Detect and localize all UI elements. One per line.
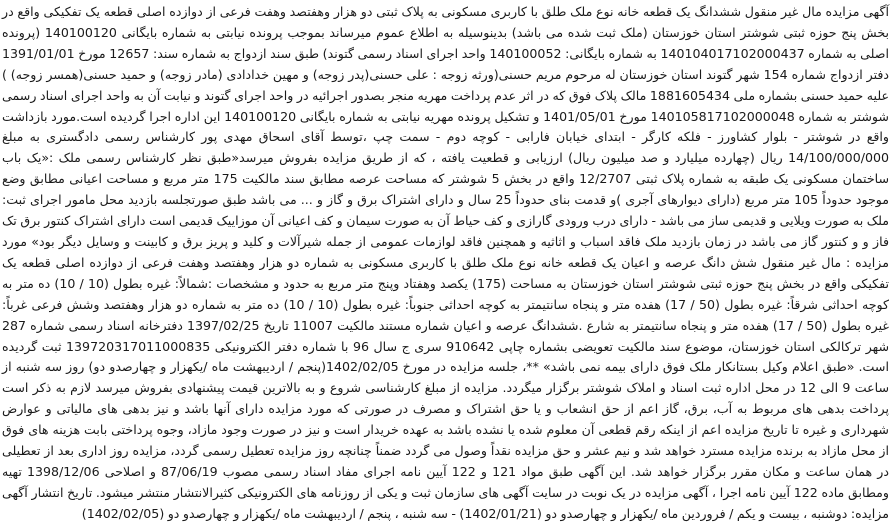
- auction-notice-text: آگهی مزایده مال غیر منقول ششدانگ یک قطعه خانه نوع ملک طلق با کاربری مسکونی به پلاک ثبتی دو هزار وهفتصد وهفت فرعی از دوازده اصلی قطعه یک تفکیکی واقع در بخش پنج حوزه ثبتی شوشتر استان خوزستان (ملک ثبت شده می باشد) بدینوسیله به اطلاع عموم میرساند بموجب پرونده نیابتی به شماره بایگانی 140100120 (پرونده اصلی به شماره 140104017102000437 به شماره بایگانی: 140100052 واحد اجرای اسناد رسمی گتوند) طبق سند ازدواج به شماره سند: 12657 مورخ 1391/01/01 دفتر ازدواج شماره 154 شهر گتوند استان خوزستان له مرحوم مریم حسنی(ورثه زوجه : علی حسنی(پدر زوجه) و مهین خدادادی (مادر زوجه) و حمید حسنی(همسر زوجه) ) علیه حمید حسنی بشماره ملی 1881605434 مالک پلاک فوق که در اثر عدم پرداخت مهریه منجر بصدور اجرائیه در واحد اجرای گتوند و نیابت آن به واحد اجرای اسناد رسمی شوشتر به شماره 140105817102000048 مورخ 1401/05/01 و تشکیل پرونده مهریه نیابتی به شماره بایگانی 140100120 این اداره اجرا گردیده است.مورد بازداشت واقع در شوشتر - بلوار کشاورز - فلکه کارگر - ابتدای خیابان فارابی - کوچه دوم - سمت چپ ،توسط آقای اسحاق مهدی پور کارشناس رسمی دادگستری به مبلغ 14/100/000/000 ریال (چهارده میلیارد و صد میلیون ریال) ارزیابی و قطعیت یافته ، که از طریق مزایده بفروش میرسد«طبق نظر کارشناس رسمی ملک :«یک باب ساختمان مسکونی یک طبقه به شماره پلاک ثبتی 12/2707 واقع در بخش 5 شوشتر که مساحت عرصه مطابق سند مالکیت 175 متر مربع و مساحت اعیانی مطابق وضع موجود حدوداً 105 متر مربع (دارای دیوارهای آجری )و قدمت بنای حدوداً 25 سال و دارای اشتراک برق و گاز و ... می باشد طبق صورتجلسه بازدید محل مامور اجرای ثبت: ملک به صورت ویلایی و قدیمی ساز می باشد - دارای درب ورودی گارازی و کف حیاط آن به صورت سیمان و کف اعیانی آن موزاییک قدیمی است دارای اشتراک کنتور برق تک فاز و و کنتور گاز می باشد در زمان بازدید ملک فاقد اسباب و اثاثیه و همچنین فاقد لوازمات عمومی از جمله شیرآلات و کلید و پریز برق و کابینت و وسایل دیگر بود» مورد مزایده : مال غیر منقول شش دانگ عرصه و اعیان یک قطعه خانه نوع ملک طلق با کاربری مسکونی به شماره دو هزار وهفتصد وهفت فرعی از دوازده اصلی قطعه یک تفکیکی واقع در بخش پنج حوزه ثبتی شوشتر استان خوزستان به مساحت (175) یکصد وهفتاد وپنج متر مربع به حدود و مشخصات :شمالاً: غیره بطول (10 / 10) ده متر به کوچه احداثی شرقاً: غیره بطول (50 / 17) هفده متر و پنجاه سانتیمتر به کوچه احداثی جنوباً: غیره بطول (10 / 10) ده متر به شماره دو هزار وهفتصد وشش فرعی غرباً: غیره بطول (50 / 17) هفده متر و پنجاه سانتیمتر به شارع .ششدانگ عرصه و اعیان شماره مستند مالکیت 11007 تاریخ 1397/02/25 دفترخانه اسناد رسمی شماره 287 شهر ترکالکی استان خوزستان، موضوع سند مالکیت تعویضی بشماره چاپی 910642 سری ج سال 96 با شماره دفتر الکترونیکی 139720317011000835 ثبت گردیده است. «طبق اعلام وکیل بستانکار ملک فوق دارای بیمه نمی باشد» **، جلسه مزایده در مورخ 1402/02/05(پنجم / اردیبهشت ماه /یکهزار و چهارصدو دو) روز سه شنبه از ساعت 9 الی 12 در محل اداره ثبت اسناد و املاک شوشتر برگزار میگردد. مزایده از مبلغ کارشناسی شروع و به بالاترین قیمت پیشنهادی بفروش میرسد لازم به ذکر است پرداخت بدهی های مربوط به آب، برق، گاز اعم از حق انشعاب و یا حق اشتراک و مصرف در صورتی که مورد مزایده دارای آنها باشد و نیز بدهی های مالیاتی و عوارض شهرداری و غیره تا تاریخ مزایده اعم از اینکه رقم قطعی آن معلوم شده یا نشده باشد به عهده خریدار است و نیز در صورت وجود مازاد، وجوه پرداختی بابت هزینه های فوق از محل مازاد به برنده مزایده مسترد خواهد شد و نیم عشر و حق مزایده نقداً وصول می گردد ضمناً چنانچه روز مزایده تعطیل رسمی گردد، مزایده روز اداری بعد از تعطیلی در همان ساعت و مکان مقرر برگزار خواهد شد. این آگهی طبق مواد 121 و 122 آیین نامه اجرای مفاد اسناد رسمی مصوب 87/06/19 و اصلاحی 1398/12/06 تهیه ومطابق ماده 122 آیین نامه اجرا ، آگهی مزایده در یک نوبت در سایت آگهی های سازمان ثبت و یکی از روزنامه های الکترونیکی کثیرالانتشار منتشر میشود. تاریخ انتشار آگهی مزایده: دوشنبه ، بیست و یکم / فروردین ماه /یکهزار و چهارصدو دو (1402/01/21) - سه شنبه ، پنجم / اردیبهشت ماه /یکهزار و چهارصدو دو (1402/02/05): [2, 4, 890, 521]
